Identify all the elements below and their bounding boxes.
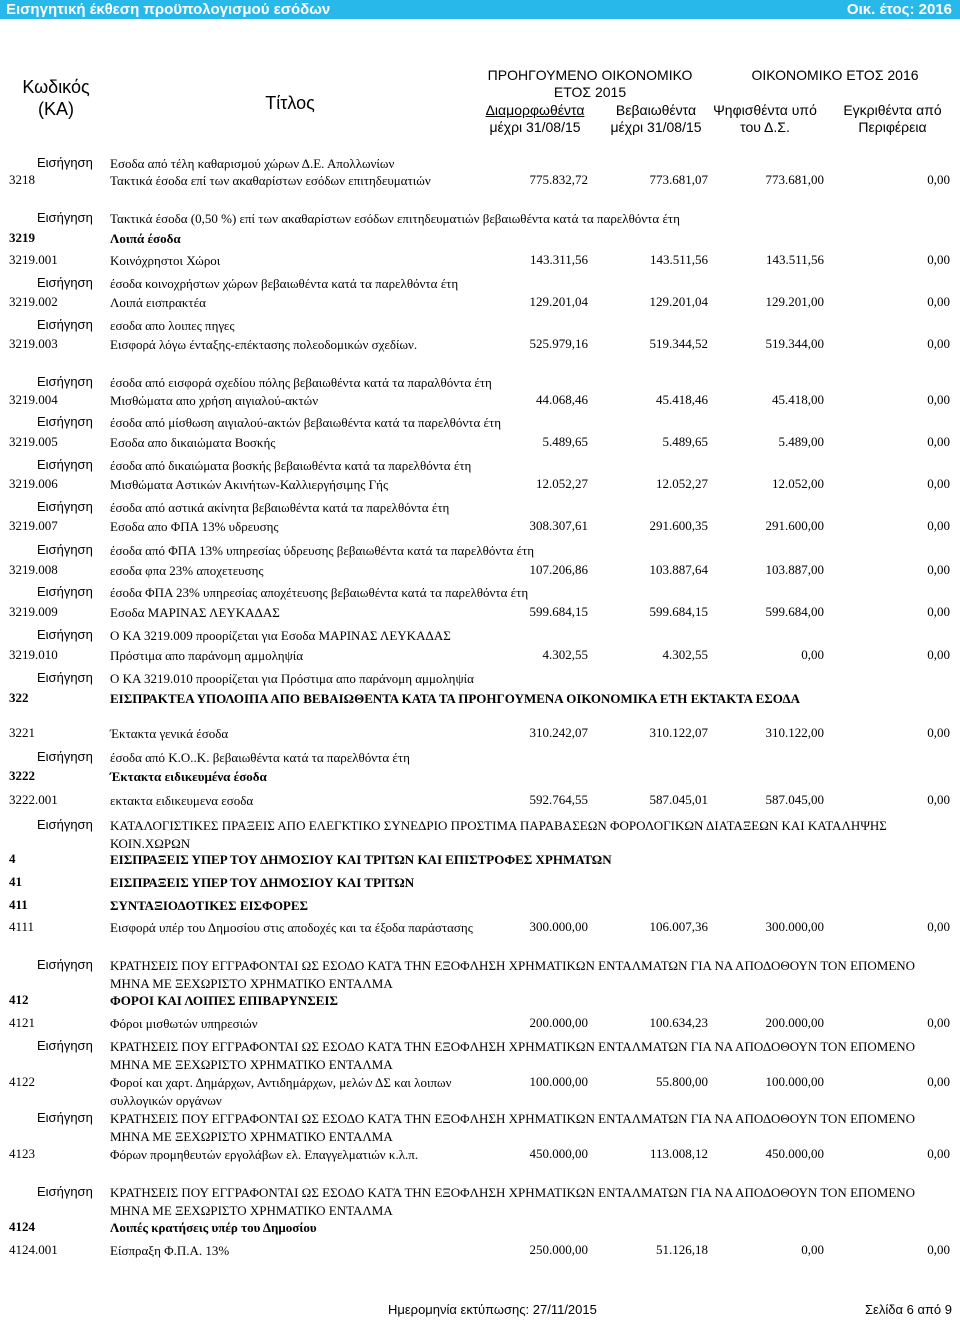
- recommendation-text: Ο ΚΑ 3219.010 προορίζεται για Πρόστιμα απο παράνομη αμμοληψία: [110, 671, 474, 686]
- budget-line-row: [0, 919, 960, 937]
- group-heading-row: [0, 874, 960, 892]
- amount-approved: 0,00: [927, 1146, 950, 1161]
- group-heading-row: [0, 992, 960, 1010]
- budget-line-row: [0, 294, 960, 312]
- amount-certified: 113.008,12: [649, 1146, 708, 1161]
- amount-voted: 519.344,00: [765, 336, 824, 351]
- recommendation-text: Ο ΚΑ 3219.009 προορίζεται για Εσοδα ΜΑΡΙΝΑΣ ΛΕΥΚΑΔΑΣ: [110, 628, 451, 643]
- recommendation-text: ΚΑΤΑΛΟΓΙΣΤΙΚΕΣ ΠΡΑΞΕΙΣ ΑΠΟ ΕΛΕΓΚΤΙΚΟ ΣΥΝΕΔΡΙΟ ΠΡΟΣΤΙΜΑ ΠΑΡΑΒΑΣΕΩΝ ΦΟΡΟΛΟΓΙΚΩΝ ΔΙΑΤΑΞΕΩΝ ΚΑΙ ΚΑΤΑΛΗΨΗΣ ΚΟΙΝ.ΧΩΡΩΝ: [110, 818, 887, 851]
- recommendation-label: Εισήγηση: [37, 317, 93, 332]
- recommendation-label: Εισήγηση: [37, 1110, 93, 1125]
- amount-approved: 0,00: [927, 172, 950, 187]
- amount-voted: 12.052,00: [772, 476, 824, 491]
- budget-line-row: [0, 1146, 960, 1164]
- header-col-certified-line1: Βεβαιωθέντα: [615, 102, 697, 118]
- budget-line-row: [0, 1242, 960, 1260]
- header-col-formed-line2: μέχρι 31/08/15: [489, 119, 581, 135]
- account-code: 3218: [9, 172, 35, 187]
- amount-voted: 599.684,00: [765, 604, 824, 619]
- amount-voted: 291.600,00: [765, 518, 824, 533]
- account-title: Εσοδα απο δικαιώματα Βοσκής: [110, 435, 276, 450]
- amount-certified: 291.600,35: [649, 518, 708, 533]
- header-col-approved-line1: Εγκριθέντα από: [843, 102, 942, 118]
- amount-formed: 592.764,55: [529, 792, 588, 807]
- group-heading-row: [0, 768, 960, 786]
- page-footer: [0, 1300, 960, 1320]
- recommendation-row: [0, 670, 960, 688]
- group-code: 41: [9, 874, 22, 889]
- recommendation-label: Εισήγηση: [37, 584, 93, 599]
- header-prev-line1: ΠΡΟΗΓΟΥΜΕΝΟ ΟΙΚΟΝΟΜΙΚΟ: [487, 67, 693, 83]
- group-heading-row: [0, 690, 960, 708]
- report-title: Εισηγητική έκθεση προϋπολογισμού εσόδων: [6, 1, 331, 18]
- amount-certified: 100.634,23: [649, 1015, 708, 1030]
- recommendation-row: [0, 749, 960, 767]
- recommendation-text: έσοδα από αστικά ακίνητα βεβαιωθέντα κατά τα παρελθόντα έτη: [110, 500, 450, 515]
- amount-certified: 5.489,65: [662, 434, 708, 449]
- header-prev-line2: ΕΤΟΣ 2015: [553, 84, 627, 100]
- amount-approved: 0,00: [927, 919, 950, 934]
- amount-formed: 200.000,00: [529, 1015, 588, 1030]
- account-title: Τακτικά έσοδα επί των ακαθαρίστων εσόδων επιτηδευματιών: [110, 173, 431, 188]
- account-title: Εσοδα απο ΦΠΑ 13% υδρευσης: [110, 519, 279, 534]
- amount-certified: 143.511,56: [649, 252, 708, 267]
- amount-certified: 12.052,27: [656, 476, 708, 491]
- group-title: Λοιπά έσοδα: [110, 231, 181, 246]
- amount-formed: 143.311,56: [529, 252, 588, 267]
- account-title: Φόρων προμηθευτών εργολάβων ελ. Επαγγελματιών κ.λ.π.: [110, 1147, 419, 1162]
- account-code: 3222.001: [9, 792, 58, 807]
- budget-line-row: [0, 518, 960, 536]
- fiscal-year: Οικ. έτος: 2016: [846, 1, 952, 18]
- budget-line-row: [0, 562, 960, 580]
- recommendation-label: Εισήγηση: [37, 627, 93, 642]
- amount-certified: 129.201,04: [649, 294, 708, 309]
- account-code: 4124.001: [9, 1242, 58, 1257]
- header-col-voted-line2: του Δ.Σ.: [740, 119, 790, 135]
- recommendation-row: [0, 414, 960, 432]
- recommendation-text: έσοδα από μίσθωση αιγιαλού-ακτών βεβαιωθέντα κατά τα παρελθόντα έτη: [110, 415, 502, 430]
- account-code: 4123: [9, 1146, 35, 1161]
- amount-approved: 0,00: [927, 1015, 950, 1030]
- header-col-approved: [825, 102, 960, 136]
- group-title: Λοιπές κρατήσεις υπέρ του Δημοσίου: [110, 1220, 317, 1235]
- account-code: 4111: [9, 919, 35, 934]
- amount-approved: 0,00: [927, 725, 950, 740]
- account-title: εκτακτα ειδικευμενα εσοδα: [110, 793, 254, 808]
- account-code: 3219.002: [9, 294, 58, 309]
- account-code: 3219.007: [9, 518, 58, 533]
- amount-formed: 44.068,46: [536, 392, 588, 407]
- account-title: Λοιπά εισπρακτέα: [110, 295, 206, 310]
- amount-approved: 0,00: [927, 1074, 950, 1089]
- account-title: Πρόστιμα απο παράνομη αμμοληψία: [110, 648, 304, 663]
- amount-voted: 103.887,00: [765, 562, 824, 577]
- amount-formed: 5.489,65: [542, 434, 588, 449]
- recommendation-text: έσοδα από ΦΠΑ 13% υπηρεσίας ύδρευσης βεβαιωθέντα κατά τα παρελθόντα έτη: [110, 543, 534, 558]
- account-title: Κοινόχρηστοι Χώροι: [110, 253, 221, 268]
- recommendation-row: [0, 1110, 960, 1144]
- group-title: ΕΙΣΠΡΑΚΤΕΑ ΥΠΟΛΟΙΠΑ ΑΠΟ ΒΕΒΑΙΩΘΕΝΤΑ ΚΑΤΑ ΤΑ ΠΡΟΗΓΟΥΜΕΝΑ ΟΙΚΟΝΟΜΙΚΑ ΕΤΗ ΕΚΤΑΚΤΑ ΕΣΟΔΑ: [110, 691, 801, 706]
- amount-formed: 525.979,16: [529, 336, 588, 351]
- header-col-formed-line1: Διαμορφωθέντα: [485, 102, 585, 118]
- amount-certified: 106.007,36: [649, 919, 708, 934]
- amount-approved: 0,00: [927, 252, 950, 267]
- budget-line-row: [0, 434, 960, 452]
- recommendation-row: [0, 542, 960, 560]
- amount-certified: 4.302,55: [662, 647, 708, 662]
- account-title: Εισφορά υπέρ του Δημοσίου στις αποδοχές και τα έξοδα παράστασης: [110, 920, 473, 935]
- recommendation-row: [0, 374, 960, 392]
- recommendation-row: [0, 627, 960, 645]
- recommendation-label: Εισήγηση: [37, 817, 93, 832]
- table-header: [0, 62, 960, 148]
- budget-line-row: [0, 336, 960, 354]
- group-code: 3219: [9, 230, 35, 245]
- recommendation-row: [0, 1184, 960, 1218]
- budget-line-row: [0, 252, 960, 270]
- print-date: Ημερομηνία εκτύπωσης: 27/11/2015: [388, 1302, 597, 1317]
- header-col-formed: [470, 102, 600, 136]
- header-current-year: ΟΙΚΟΝΟΜΙΚΟ ΕΤΟΣ 2016: [751, 67, 919, 83]
- amount-formed: 107.206,86: [529, 562, 588, 577]
- recommendation-row: [0, 584, 960, 602]
- amount-voted: 300.000,00: [765, 919, 824, 934]
- budget-line-row: [0, 476, 960, 494]
- group-title: ΣΥΝΤΑΞΙΟΔΟΤΙΚΕΣ ΕΙΣΦΟΡΕΣ: [110, 898, 309, 913]
- budget-line-row: [0, 725, 960, 743]
- amount-approved: 0,00: [927, 392, 950, 407]
- amount-formed: 310.242,07: [529, 725, 588, 740]
- amount-formed: 450.000,00: [529, 1146, 588, 1161]
- group-heading-row: [0, 1219, 960, 1237]
- amount-certified: 773.681,07: [649, 172, 708, 187]
- recommendation-row: [0, 317, 960, 335]
- account-code: 3219.004: [9, 392, 58, 407]
- header-col-approved-line2: Περιφέρεια: [858, 119, 927, 135]
- group-code: 4124: [9, 1219, 35, 1234]
- recommendation-label: Εισήγηση: [37, 670, 93, 685]
- recommendation-text: ΚΡΑΤΗΣΕΙΣ ΠΟΥ ΕΓΓΡΑΦΟΝΤΑΙ ΩΣ ΕΣΟΔΟ ΚΑΤΆ ΤΗΝ ΕΞΟΦΛΗΣΗ ΧΡΗΜΑΤΙΚΩΝ ΕΝΤΑΛΜΑΤΩΝ ΓΙΑ ΝΑ ΑΠΟΔΟΘΟΥΝ ΤΟΝ ΕΠΟΜΕΝΟ ΜΗΝΑ ΜΕ ΞΕΧΩΡΙΣΤΟ ΧΡΗΜΑΤΙΚΟ ΕΝΤΑΛΜΑ: [110, 958, 916, 991]
- recommendation-text: έσοδα κοινοχρήστων χώρων βεβαιωθέντα κατά τα παρελθόντα έτη: [110, 276, 459, 291]
- amount-voted: 129.201,00: [765, 294, 824, 309]
- account-code: 3219.006: [9, 476, 58, 491]
- recommendation-label: Εισήγηση: [37, 210, 93, 225]
- amount-certified: 310.122,07: [649, 725, 708, 740]
- recommendation-label: Εισήγηση: [37, 1038, 93, 1053]
- recommendation-text: ΚΡΑΤΗΣΕΙΣ ΠΟΥ ΕΓΓΡΑΦΟΝΤΑΙ ΩΣ ΕΣΟΔΟ ΚΑΤΆ ΤΗΝ ΕΞΟΦΛΗΣΗ ΧΡΗΜΑΤΙΚΩΝ ΕΝΤΑΛΜΑΤΩΝ ΓΙΑ ΝΑ ΑΠΟΔΟΘΟΥΝ ΤΟΝ ΕΠΟΜΕΝΟ ΜΗΝΑ ΜΕ ΞΕΧΩΡΙΣΤΟ ΧΡΗΜΑΤΙΚΟ ΕΝΤΑΛΜΑ: [110, 1185, 916, 1218]
- amount-approved: 0,00: [927, 604, 950, 619]
- amount-certified: 103.887,64: [649, 562, 708, 577]
- recommendation-row: [0, 499, 960, 517]
- amount-approved: 0,00: [927, 294, 950, 309]
- account-code: 4122: [9, 1074, 35, 1089]
- account-code: 3219.008: [9, 562, 58, 577]
- recommendation-text: ΚΡΑΤΗΣΕΙΣ ΠΟΥ ΕΓΓΡΑΦΟΝΤΑΙ ΩΣ ΕΣΟΔΟ ΚΑΤΆ ΤΗΝ ΕΞΟΦΛΗΣΗ ΧΡΗΜΑΤΙΚΩΝ ΕΝΤΑΛΜΑΤΩΝ ΓΙΑ ΝΑ ΑΠΟΔΟΘΟΥΝ ΤΟΝ ΕΠΟΜΕΝΟ ΜΗΝΑ ΜΕ ΞΕΧΩΡΙΣΤΟ ΧΡΗΜΑΤΙΚΟ ΕΝΤΑΛΜΑ: [110, 1111, 916, 1144]
- header-previous-year: [470, 67, 710, 101]
- budget-line-row: [0, 1074, 960, 1108]
- header-code-line1: Κωδικός: [22, 77, 90, 97]
- amount-formed: 308.307,61: [529, 518, 588, 533]
- header-col-certified-line2: μέχρι 31/08/15: [610, 119, 702, 135]
- amount-certified: 55.800,00: [656, 1074, 708, 1089]
- recommendation-text: ΚΡΑΤΗΣΕΙΣ ΠΟΥ ΕΓΓΡΑΦΟΝΤΑΙ ΩΣ ΕΣΟΔΟ ΚΑΤΆ ΤΗΝ ΕΞΟΦΛΗΣΗ ΧΡΗΜΑΤΙΚΩΝ ΕΝΤΑΛΜΑΤΩΝ ΓΙΑ ΝΑ ΑΠΟΔΟΘΟΥΝ ΤΟΝ ΕΠΟΜΕΝΟ ΜΗΝΑ ΜΕ ΞΕΧΩΡΙΣΤΟ ΧΡΗΜΑΤΙΚΟ ΕΝΤΑΛΜΑ: [110, 1039, 916, 1072]
- group-title: ΕΙΣΠΡΑΞΕΙΣ ΥΠΕΡ ΤΟΥ ΔΗΜΟΣΙΟΥ ΚΑΙ ΤΡΙΤΩΝ ΚΑΙ ΕΠΙΣΤΡΟΦΕΣ ΧΡΗΜΑΤΩΝ: [110, 852, 612, 867]
- recommendation-label: Εισήγηση: [37, 275, 93, 290]
- recommendation-row: [0, 817, 960, 851]
- account-title: Έκτακτα γενικά έσοδα: [110, 726, 229, 741]
- recommendation-label: Εισήγηση: [37, 957, 93, 972]
- amount-approved: 0,00: [927, 476, 950, 491]
- account-title: Είσπραξη Φ.Π.Α. 13%: [110, 1243, 230, 1258]
- amount-certified: 51.126,18: [656, 1242, 708, 1257]
- recommendation-text: έσοδα από δικαιώματα βοσκής βεβαιωθέντα κατά τα παρελθόντα έτη: [110, 458, 472, 473]
- amount-voted: 143.511,56: [765, 252, 824, 267]
- account-code: 3219.009: [9, 604, 58, 619]
- amount-formed: 129.201,04: [529, 294, 588, 309]
- amount-formed: 599.684,15: [529, 604, 588, 619]
- account-code: 4121: [9, 1015, 35, 1030]
- recommendation-label: Εισήγηση: [37, 749, 93, 764]
- amount-certified: 519.344,52: [649, 336, 708, 351]
- amount-formed: 250.000,00: [529, 1242, 588, 1257]
- recommendation-text: Τακτικά έσοδα (0,50 %) επί των ακαθαρίστων εσόδων επιτηδευματιών βεβαιωθέντα κατά τα παρελθόντα έτη: [110, 211, 680, 226]
- amount-voted: 5.489,00: [778, 434, 824, 449]
- amount-approved: 0,00: [927, 336, 950, 351]
- account-title: Μισθώματα Αστικών Ακινήτων-Καλλιεργήσιμης Γής: [110, 477, 389, 492]
- report-title-bar: [0, 0, 960, 19]
- budget-line-row: [0, 792, 960, 810]
- amount-formed: 4.302,55: [542, 647, 588, 662]
- account-title: Φοροί και χαρτ. Δημάρχων, Αντιδημάρχων, μελών ΔΣ και λοιπων συλλογικών οργάνων: [110, 1075, 452, 1108]
- account-title: Φόροι μισθωτών υπηρεσιών: [110, 1016, 258, 1031]
- amount-voted: 450.000,00: [765, 1146, 824, 1161]
- account-code: 3219.001: [9, 252, 58, 267]
- group-heading-row: [0, 897, 960, 915]
- header-col-certified: [600, 102, 712, 136]
- recommendation-row: [0, 957, 960, 991]
- amount-formed: 775.832,72: [529, 172, 588, 187]
- budget-line-row: [0, 1015, 960, 1033]
- amount-voted: 0,00: [801, 647, 824, 662]
- group-code: 412: [9, 992, 29, 1007]
- amount-voted: 45.418,00: [772, 392, 824, 407]
- recommendation-label: Εισήγηση: [37, 542, 93, 557]
- recommendation-row: [0, 275, 960, 293]
- recommendation-text: εσοδα απο λοιπες πηγες: [110, 318, 235, 333]
- account-title: εσοδα φπα 23% αποχετευσης: [110, 563, 264, 578]
- recommendation-text: Εσοδα από τέλη καθαρισμού χώρων Δ.Ε. Απολλωνίων: [110, 156, 395, 171]
- header-title: Τίτλος: [265, 93, 315, 113]
- budget-line-row: [0, 172, 960, 190]
- account-title: Εσοδα ΜΑΡΙΝΑΣ ΛΕΥΚΑΔΑΣ: [110, 605, 280, 620]
- group-code: 3222: [9, 768, 35, 783]
- budget-line-row: [0, 647, 960, 665]
- budget-line-row: [0, 604, 960, 622]
- amount-voted: 310.122,00: [765, 725, 824, 740]
- account-title: Εισφορά λόγω ένταξης-επέκτασης πολεοδομικών σχεδίων.: [110, 337, 418, 352]
- recommendation-row: [0, 457, 960, 475]
- recommendation-label: Εισήγηση: [37, 499, 93, 514]
- group-code: 322: [9, 690, 29, 705]
- amount-approved: 0,00: [927, 792, 950, 807]
- page-number: Σελίδα 6 από 9: [865, 1302, 952, 1317]
- amount-certified: 45.418,46: [656, 392, 708, 407]
- amount-approved: 0,00: [927, 518, 950, 533]
- recommendation-label: Εισήγηση: [37, 457, 93, 472]
- recommendation-label: Εισήγηση: [37, 374, 93, 389]
- account-title: Μισθώματα απο χρήση αιγιαλού-ακτών: [110, 393, 319, 408]
- recommendation-row: [0, 1038, 960, 1072]
- recommendation-row: [0, 210, 960, 228]
- account-code: 3219.005: [9, 434, 58, 449]
- amount-voted: 0,00: [801, 1242, 824, 1257]
- group-title: Έκτακτα ειδικευμένα έσοδα: [110, 769, 267, 784]
- amount-voted: 773.681,00: [765, 172, 824, 187]
- group-heading-row: [0, 230, 960, 248]
- group-code: 411: [9, 897, 28, 912]
- amount-approved: 0,00: [927, 562, 950, 577]
- account-code: 3219.003: [9, 336, 58, 351]
- amount-voted: 100.000,00: [765, 1074, 824, 1089]
- amount-certified: 599.684,15: [649, 604, 708, 619]
- amount-approved: 0,00: [927, 434, 950, 449]
- amount-voted: 200.000,00: [765, 1015, 824, 1030]
- account-code: 3219.010: [9, 647, 58, 662]
- recommendation-text: έσοδα από εισφορά σχεδίου πόλης βεβαιωθέντα κατά τα παραλθόντα έτη: [110, 375, 492, 390]
- group-heading-row: [0, 851, 960, 869]
- recommendation-text: έσοδα από Κ.Ο..Κ. βεβαιωθέντα κατά τα παρελθόντα έτη: [110, 750, 410, 765]
- header-code-line2: (ΚΑ): [38, 99, 74, 119]
- amount-voted: 587.045,00: [765, 792, 824, 807]
- group-title: ΕΙΣΠΡΑΞΕΙΣ ΥΠΕΡ ΤΟΥ ΔΗΜΟΣΙΟΥ ΚΑΙ ΤΡΙΤΩΝ: [110, 875, 415, 890]
- budget-line-row: [0, 392, 960, 410]
- recommendation-label: Εισήγηση: [37, 414, 93, 429]
- amount-formed: 100.000,00: [529, 1074, 588, 1089]
- recommendation-label: Εισήγηση: [37, 155, 93, 170]
- group-title: ΦΟΡΟΙ ΚΑΙ ΛΟΙΠΕΣ ΕΠΙΒΑΡΥΝΣΕΙΣ: [110, 993, 338, 1008]
- amount-formed: 300.000,00: [529, 919, 588, 934]
- amount-certified: 587.045,01: [649, 792, 708, 807]
- amount-formed: 12.052,27: [536, 476, 588, 491]
- recommendation-row: [0, 155, 960, 173]
- amount-approved: 0,00: [927, 647, 950, 662]
- group-code: 4: [9, 851, 16, 866]
- account-code: 3221: [9, 725, 35, 740]
- amount-approved: 0,00: [927, 1242, 950, 1257]
- header-col-voted-line1: Ψηφισθέντα υπό: [713, 102, 817, 118]
- recommendation-label: Εισήγηση: [37, 1184, 93, 1199]
- recommendation-text: έσοδα ΦΠΑ 23% υπηρεσίας αποχέτευσης βεβαιωθέντα κατά τα παρελθόντα έτη: [110, 585, 529, 600]
- header-col-voted: [705, 102, 825, 136]
- header-code: [12, 76, 100, 120]
